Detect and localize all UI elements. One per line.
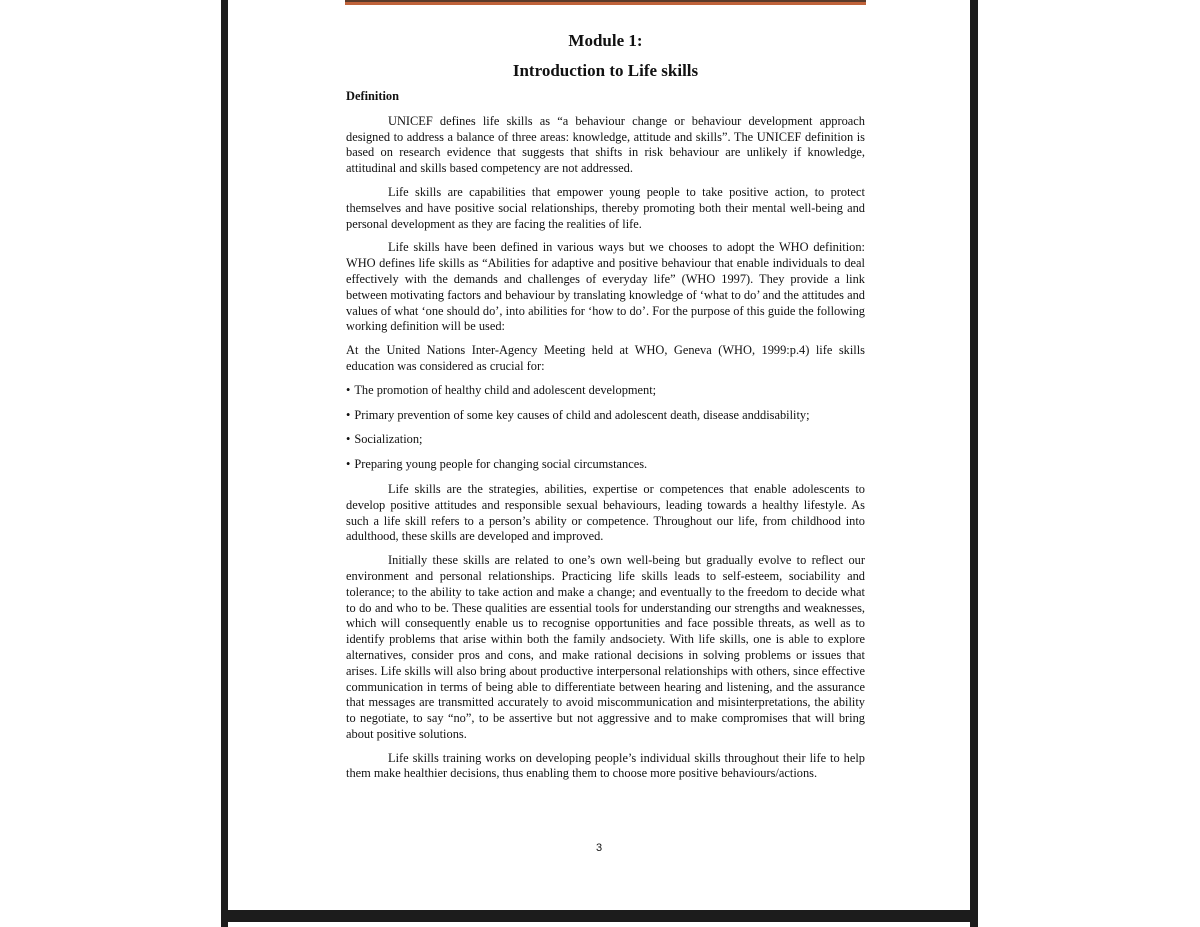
bullet-item <box>346 383 865 399</box>
page-number: 3 <box>595 842 603 854</box>
bullet-text: The promotion of healthy child and adolescent development; <box>354 382 657 397</box>
page-frame <box>221 0 978 927</box>
document-page[interactable] <box>228 0 970 910</box>
bullet-item <box>346 408 865 424</box>
header-rule <box>345 0 866 5</box>
paragraph: Initially these skills are related to one’s own well-being but gradually evolve to reflect our environment and personal relationships. Practicing life skills leads to self-esteem, sociability and tolerance; to the ability to take action and make a change; and eventually to the freedom to decide what to do and who to be. These qualities are essential tools for understanding our strengths and weaknesses, which will consequently enable us to recognise opportunities and face possible threats, as well as to identify problems that arise within both the family andsociety. With life skills, one is able to explore alternatives, consider pros and cons, and make rational decisions in solving problems or issues that arises. Life skills will also bring about productive interpersonal relationships with others, since effective communication in terms of being able to differentiate between hearing and listening, and the assurance that messages are transmitted accurately to avoid miscommunication and misinterpretations, the ability to negotiate, to say “no”, to be assertive but not aggressive and to make compromises that will bring about positive solutions. <box>346 553 865 741</box>
bullet-symbol: • <box>346 432 351 447</box>
module-title: Module 1: <box>568 31 643 50</box>
bullet-text: Primary prevention of some key causes of child and adolescent death, disease anddisability; <box>354 407 810 422</box>
un-meeting-paragraph: At the United Nations Inter-Agency Meeting held at WHO, Geneva (WHO, 1999:p.4) life skills education was considered as crucial for: <box>346 343 865 373</box>
paragraph: UNICEF defines life skills as “a behaviour change or behaviour development approach designed to address a balance of three areas: knowledge, attitude and skills”. The UNICEF definition is based on research evidence that suggests that shifts in risk behaviour are unlikely if knowledge, attitudinal and skills based competency are not addressed. <box>346 113 865 176</box>
bullet-symbol: • <box>346 407 351 422</box>
bullet-text: Preparing young people for changing social circumstances. <box>354 457 648 472</box>
page-content <box>346 30 865 790</box>
paragraph: Life skills have been defined in various ways but we chooses to adopt the WHO definition: WHO defines life skills as “Abilities for adaptive and positive behaviour that enable individuals to deal effectively with the demands and challenges of everyday life” (WHO 1997). They provide a link between motivating factors and behaviour by translating knowledge of ‘what to do’ and the attitudes and values of what ‘one should do’, into abilities for ‘how to do’. For the purpose of this guide the following working definition will be used: <box>346 240 865 334</box>
bullet-item <box>346 457 865 473</box>
paragraph: Life skills are the strategies, abilities, expertise or competences that enable adolescents to develop positive attitudes and responsible sexual behaviours, leading towards a healthy lifestyle. As such a life skill refers to a person’s ability or competence. Throughout our life, from childhood into adulthood, these skills are developed and improved. <box>346 481 865 544</box>
bullet-text: Socialization; <box>354 432 423 447</box>
bullet-symbol: • <box>346 457 351 472</box>
paragraph: Life skills are capabilities that empower young people to take positive action, to protect themselves and have positive social relationships, thereby promoting both their mental well-being and personal development as they are facing the realities of life. <box>346 184 865 231</box>
section-heading: Definition <box>346 89 400 103</box>
bullet-item <box>346 432 865 448</box>
module-subtitle: Introduction to Life skills <box>512 61 699 80</box>
paragraph: Life skills training works on developing people’s individual skills throughout their life to help them make healthier decisions, thus enabling them to choose more positive behaviours/actions. <box>346 750 865 781</box>
next-page-edge <box>228 922 970 927</box>
bullet-symbol: • <box>346 382 351 397</box>
